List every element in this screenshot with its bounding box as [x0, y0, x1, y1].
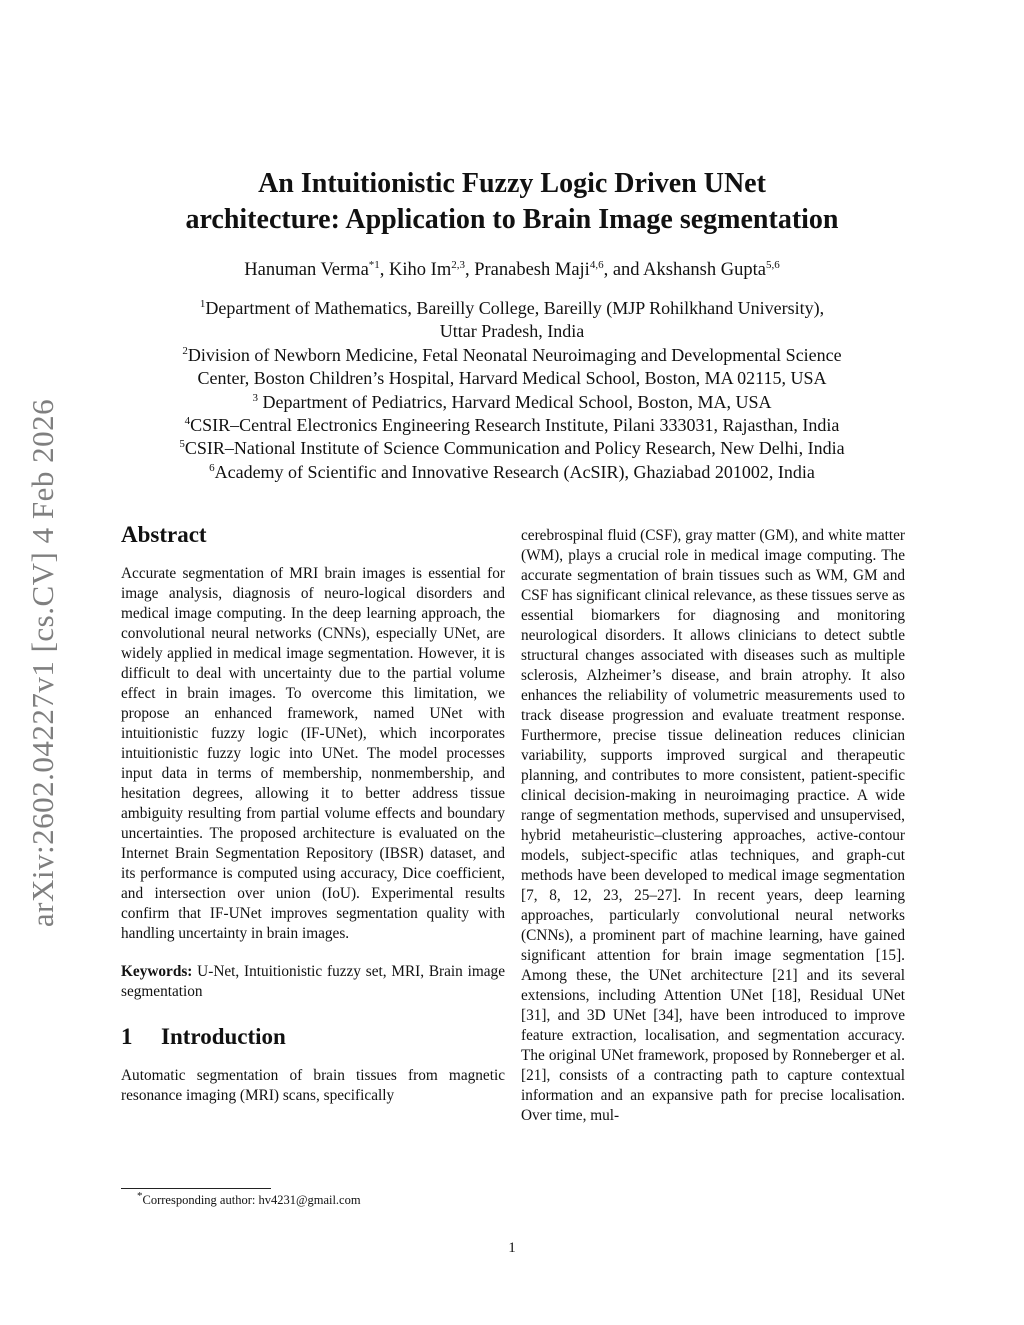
- affiliation-marker: 1: [199, 298, 206, 310]
- affiliation-line: [100, 437, 924, 460]
- author-name: Hanuman Verma: [244, 260, 369, 280]
- abstract-text: Accurate segmentation of MRI brain images is essential for image analysis, diagnosis of neuro-logical disorders and medical image computing. In the deep learning approach, the convolutional neural networks (CNNs), especially UNet, are widely applied in medical image segmentation. However, it is difficult to deal with uncertainty due to the partial volume effect in brain images. To overcome this limitation, we propose an enhanced framework, named UNet with intuitionistic fuzzy logic (IF-UNet), which incorporates intuitionistic fuzzy logic into UNet. The model processes input data in terms of membership, nonmembership, and hesitation degrees, allowing it to better address tissue ambiguity resulting from partial volume effects and boundary uncertainties. The proposed architecture is evaluated on the Internet Brain Segmentation Repository (IBSR) dataset, and its performance is computed using accuracy, Dice coefficient, and intersection over union (IoU). Experimental results confirm that IF-UNet improves segmentation quality with handling uncertainty in brain images.: [121, 565, 505, 942]
- section-number: 1: [121, 1024, 133, 1049]
- footnote: [137, 1189, 361, 1208]
- affiliation-text: Department of Mathematics, Bareilly College, Bareilly (MJP Rohilkhand University),: [205, 298, 825, 318]
- paper-title: [100, 166, 924, 238]
- title-line-2: architecture: Application to Brain Image segmentation: [185, 204, 839, 235]
- affiliation-line: [100, 344, 924, 367]
- left-column: [121, 520, 505, 1106]
- footnote-divider: [121, 1188, 271, 1189]
- author-affiliation-marker: *1: [368, 258, 380, 271]
- keywords-label: Keywords:: [121, 963, 193, 980]
- affiliation-text: Uttar Pradesh, India: [439, 321, 585, 342]
- page-number: 1: [508, 1240, 516, 1256]
- author-separator: ,: [464, 260, 475, 280]
- affiliation-line: [100, 367, 924, 390]
- author-affiliation-marker: 4,6: [589, 258, 604, 271]
- affiliation-text: CSIR–Central Electronics Engineering Research Institute, Pilani 333031, Rajasthan, India: [190, 415, 840, 436]
- affiliation-line: [100, 297, 924, 320]
- author-list: [100, 258, 924, 282]
- affiliation-text: Department of Pediatrics, Harvard Medical School, Boston, MA, USA: [258, 391, 772, 412]
- affiliation-line: [100, 320, 924, 343]
- author-affiliation-marker: 5,6: [765, 258, 780, 271]
- affiliation-list: [100, 297, 924, 484]
- introduction-text-right: cerebrospinal fluid (CSF), gray matter (GM), and white matter (WM), plays a crucial role in medical image computing. The accurate segmentation of brain tissues such as WM, GM and CSF has significant clinical relevance, as these tissues serve as essential biomarkers for diagnosing and monitoring neurological disorders. It allows clinicians to detect subtle structural changes associated with diseases such as multiple sclerosis, Alzheimer’s disease, and brain atrophy. It also enhances the reliability of volumetric measurements used to track disease progression and evaluate treatment response. Furthermore, precise tissue delineation reduces clinician variability, supports improved surgical and therapeutic planning, and contributes to more consistent, patient-specific clinical decision-making in neuroimaging practice. A wide range of segmentation methods, supervised and unsupervised, hybrid metaheuristic–clustering approaches, active-contour models, subject-specific atlas techniques, and graph-cut methods have been developed to medical image segmentation [7, 8, 12, 23, 25–27]. In recent years, deep learning approaches, particularly convolutional neural networks (CNNs), a prominent part of machine learning, have gained significant attention for brain image segmentation [15]. Among these, the UNet architecture [21] and its several extensions, including Attention UNet [18], Residual UNet [31], and 3D UNet [34], have been introduced to improve feature extraction, localisation, and segmentation accuracy. The original UNet framework, proposed by Ronneberger et al. [21], consists of a contracting path to capture contextual information and an expansive path for precise localisation. Over time, mul-: [521, 527, 906, 1124]
- author-name: Pranabesh Maji: [474, 260, 590, 280]
- affiliation-text: Division of Newborn Medicine, Fetal Neonatal Neuroimaging and Developmental Science: [187, 344, 842, 365]
- author-separator: , and: [603, 260, 644, 280]
- footnote-text: Corresponding author: hv4231@gmail.com: [142, 1193, 361, 1207]
- author-affiliation-marker: 2,3: [451, 258, 465, 271]
- footnote-marker: *: [137, 1189, 143, 1202]
- arxiv-identifier-stamp[interactable]: arXiv:2602.04227v1 [cs.CV] 4 Feb 2026: [25, 398, 60, 928]
- affiliation-marker: 6: [209, 461, 215, 474]
- author-name: Akshansh Gupta: [643, 260, 766, 280]
- title-line-1: An Intuitionistic Fuzzy Logic Driven UNet: [258, 168, 766, 199]
- abstract-heading: Abstract: [121, 522, 207, 547]
- affiliation-text: CSIR–National Institute of Science Communication and Policy Research, New Delhi, India: [184, 438, 845, 459]
- section-title: Introduction: [161, 1024, 286, 1049]
- affiliation-marker: 5: [179, 438, 185, 451]
- affiliation-marker: 2: [182, 344, 188, 357]
- affiliation-line: [100, 461, 924, 484]
- affiliation-line: [100, 414, 924, 437]
- introduction-text-left: Automatic segmentation of brain tissues from magnetic resonance imaging (MRI) scans, specifically: [121, 1067, 505, 1104]
- author-separator: ,: [379, 260, 390, 280]
- affiliation-line: [100, 391, 924, 414]
- affiliation-marker: 3: [252, 391, 259, 404]
- introduction-heading: [121, 1022, 505, 1052]
- keywords: [121, 962, 505, 1002]
- author-name: Kiho Im: [389, 260, 452, 280]
- affiliation-text: Center, Boston Children’s Hospital, Harvard Medical School, Boston, MA 02115, USA: [197, 368, 827, 389]
- right-column: [521, 526, 905, 1126]
- keywords-text: U-Net, Intuitionistic fuzzy set, MRI, Brain image segmentation: [121, 963, 505, 1000]
- affiliation-marker: 4: [184, 415, 191, 428]
- affiliation-text: Academy of Scientific and Innovative Research (AcSIR), Ghaziabad 201002, India: [214, 461, 815, 482]
